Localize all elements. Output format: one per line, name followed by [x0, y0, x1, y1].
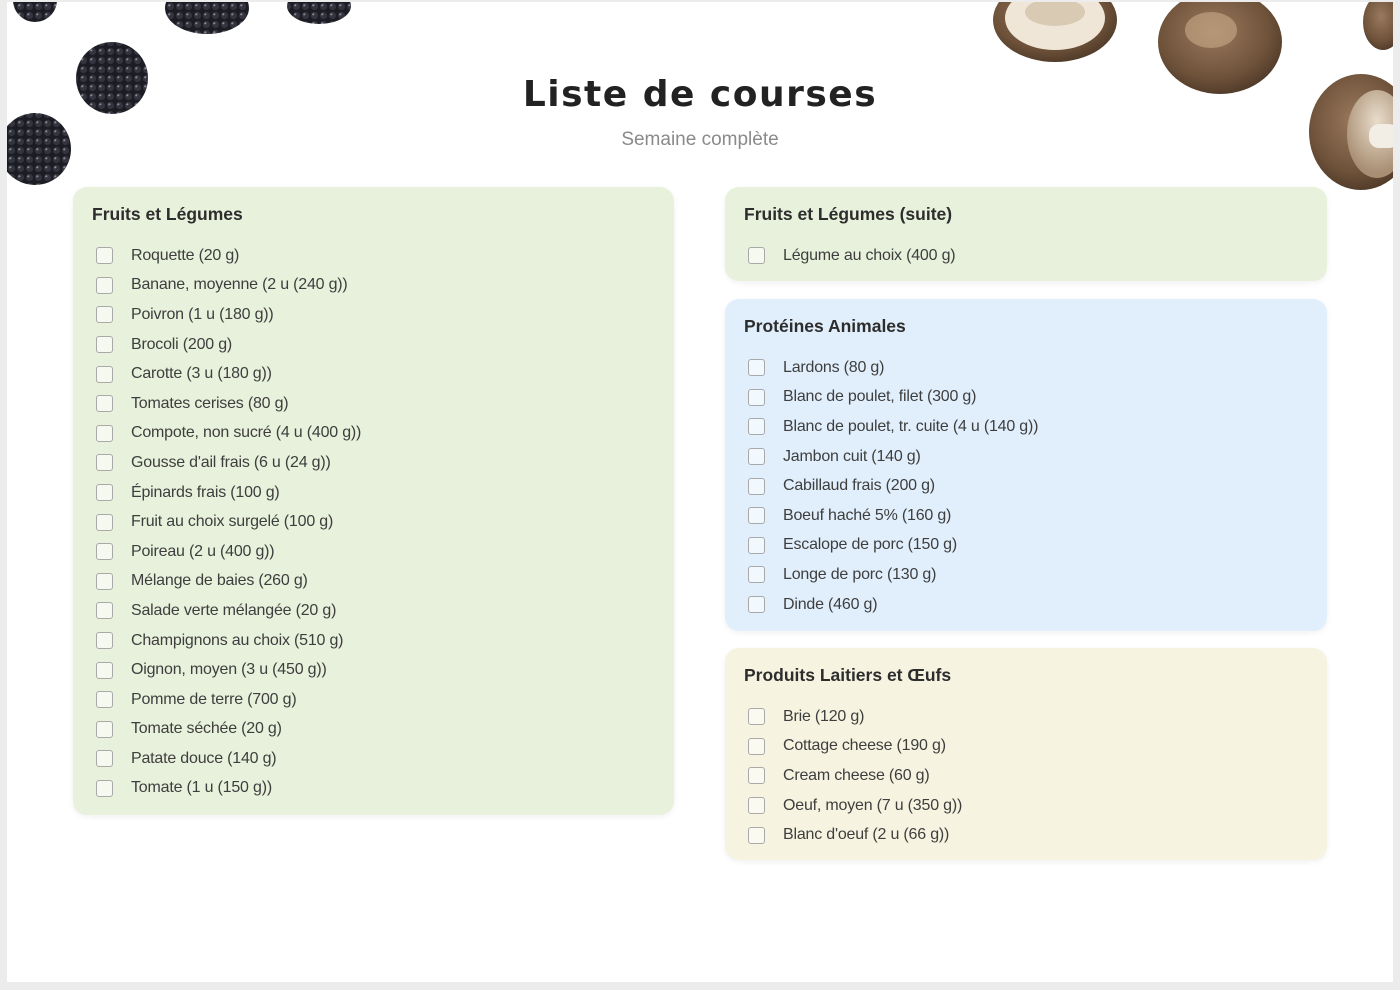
checkbox[interactable]	[96, 750, 113, 767]
checkbox[interactable]	[748, 478, 765, 495]
item-label: Longe de porc (130 g)	[783, 565, 937, 583]
item-label: Gousse d'ail frais (6 u (24 g))	[131, 453, 331, 471]
list-item[interactable]	[92, 685, 654, 715]
checkbox[interactable]	[748, 827, 765, 844]
item-label: Champignons au choix (510 g)	[131, 631, 344, 649]
checkbox[interactable]	[748, 738, 765, 755]
item-label: Salade verte mélangée (20 g)	[131, 601, 337, 619]
list-item[interactable]	[92, 715, 654, 745]
list-item[interactable]	[92, 478, 654, 508]
shopping-list-page	[7, 2, 1393, 982]
checkbox[interactable]	[748, 418, 765, 435]
checkbox[interactable]	[96, 484, 113, 501]
item-label: Épinards frais (100 g)	[131, 483, 280, 501]
list-item[interactable]	[92, 655, 654, 685]
item-list	[92, 241, 654, 803]
item-label: Brie (120 g)	[783, 707, 865, 725]
checkbox[interactable]	[96, 514, 113, 531]
list-item[interactable]	[744, 442, 1307, 472]
checkbox[interactable]	[748, 359, 765, 376]
list-item[interactable]	[744, 791, 1307, 821]
checkbox[interactable]	[96, 277, 113, 294]
list-item[interactable]	[744, 560, 1307, 590]
section-title: Fruits et Légumes (suite)	[744, 204, 953, 224]
list-item[interactable]	[92, 567, 654, 597]
page-subtitle: Semaine complète	[621, 129, 779, 150]
item-list	[744, 353, 1307, 619]
checkbox[interactable]	[96, 602, 113, 619]
item-label: Jambon cuit (140 g)	[783, 447, 921, 465]
checkbox[interactable]	[96, 691, 113, 708]
list-item[interactable]	[744, 761, 1307, 791]
item-label: Poireau (2 u (400 g))	[131, 542, 275, 560]
list-item[interactable]	[92, 241, 654, 271]
section-title: Produits Laitiers et Œufs	[744, 665, 952, 685]
list-item[interactable]	[92, 596, 654, 626]
list-item[interactable]	[744, 383, 1307, 413]
item-label: Cabillaud frais (200 g)	[783, 477, 935, 495]
checkbox[interactable]	[748, 797, 765, 814]
list-item[interactable]	[92, 626, 654, 656]
item-label: Compote, non sucré (4 u (400 g))	[131, 424, 362, 442]
checkbox[interactable]	[96, 395, 113, 412]
checkbox[interactable]	[96, 425, 113, 442]
checkbox[interactable]	[748, 448, 765, 465]
checkbox[interactable]	[748, 767, 765, 784]
item-label: Dinde (460 g)	[783, 595, 878, 613]
item-label: Banane, moyenne (2 u (240 g))	[131, 276, 348, 294]
list-item[interactable]	[744, 590, 1307, 620]
item-label: Blanc de poulet, filet (300 g)	[783, 388, 977, 406]
item-label: Boeuf haché 5% (160 g)	[783, 506, 952, 524]
checkbox[interactable]	[748, 507, 765, 524]
list-item[interactable]	[744, 732, 1307, 762]
list-item[interactable]	[92, 389, 654, 419]
section-produits-laitiers-oeufs	[725, 648, 1327, 860]
item-label: Légume au choix (400 g)	[783, 246, 956, 264]
section-proteines-animales	[725, 299, 1327, 631]
page-header	[7, 74, 1393, 151]
checkbox[interactable]	[96, 336, 113, 353]
checkbox[interactable]	[96, 454, 113, 471]
list-item[interactable]	[92, 359, 654, 389]
item-label: Carotte (3 u (180 g))	[131, 365, 272, 383]
section-fruits-legumes-suite	[725, 187, 1327, 281]
list-item[interactable]	[92, 300, 654, 330]
section-fruits-legumes	[73, 187, 674, 815]
list-item[interactable]	[744, 531, 1307, 561]
checkbox[interactable]	[748, 596, 765, 613]
item-label: Fruit au choix surgelé (100 g)	[131, 513, 334, 531]
list-item[interactable]	[92, 419, 654, 449]
list-item[interactable]	[744, 501, 1307, 531]
item-label: Escalope de porc (150 g)	[783, 536, 957, 554]
item-label: Tomate (1 u (150 g))	[131, 779, 272, 797]
item-label: Oignon, moyen (3 u (450 g))	[131, 661, 327, 679]
list-item[interactable]	[744, 702, 1307, 732]
section-title: Fruits et Légumes	[92, 204, 243, 224]
checkbox[interactable]	[96, 721, 113, 738]
checkbox[interactable]	[96, 366, 113, 383]
checkbox[interactable]	[96, 543, 113, 560]
item-label: Roquette (20 g)	[131, 246, 240, 264]
checkbox[interactable]	[96, 247, 113, 264]
item-label: Pomme de terre (700 g)	[131, 690, 297, 708]
checkbox[interactable]	[748, 247, 765, 264]
list-item[interactable]	[92, 537, 654, 567]
item-label: Blanc de poulet, tr. cuite (4 u (140 g))	[783, 417, 1039, 435]
checkbox[interactable]	[96, 306, 113, 323]
item-label: Lardons (80 g)	[783, 358, 885, 376]
list-item[interactable]	[744, 353, 1307, 383]
blackberries-decoration-top	[157, 2, 367, 42]
checkbox[interactable]	[748, 566, 765, 583]
list-item[interactable]	[92, 744, 654, 774]
item-label: Oeuf, moyen (7 u (350 g))	[783, 796, 963, 814]
item-label: Poivron (1 u (180 g))	[131, 305, 274, 323]
item-label: Patate douce (140 g)	[131, 749, 277, 767]
list-item[interactable]	[92, 330, 654, 360]
page-title: Liste de courses	[522, 74, 878, 115]
item-label: Brocoli (200 g)	[131, 335, 233, 353]
list-item[interactable]	[744, 471, 1307, 501]
list-item[interactable]	[92, 507, 654, 537]
item-label: Cottage cheese (190 g)	[783, 737, 946, 755]
item-list	[744, 702, 1307, 850]
list-item[interactable]	[744, 241, 1307, 271]
section-title: Protéines Animales	[744, 316, 906, 336]
item-label: Tomates cerises (80 g)	[131, 394, 289, 412]
item-label: Cream cheese (60 g)	[783, 766, 930, 784]
item-label: Tomate séchée (20 g)	[131, 720, 282, 738]
checkbox[interactable]	[748, 389, 765, 406]
checkbox[interactable]	[748, 537, 765, 554]
list-item[interactable]	[92, 271, 654, 301]
list-item[interactable]	[92, 448, 654, 478]
list-item[interactable]	[92, 774, 654, 804]
checkbox[interactable]	[748, 708, 765, 725]
checkbox[interactable]	[96, 780, 113, 797]
checkbox[interactable]	[96, 662, 113, 679]
checkbox[interactable]	[96, 573, 113, 590]
checkbox[interactable]	[96, 632, 113, 649]
list-item[interactable]	[744, 820, 1307, 850]
list-item[interactable]	[744, 412, 1307, 442]
item-list	[744, 241, 1307, 271]
item-label: Blanc d'oeuf (2 u (66 g))	[783, 826, 950, 844]
item-label: Mélange de baies (260 g)	[131, 572, 308, 590]
